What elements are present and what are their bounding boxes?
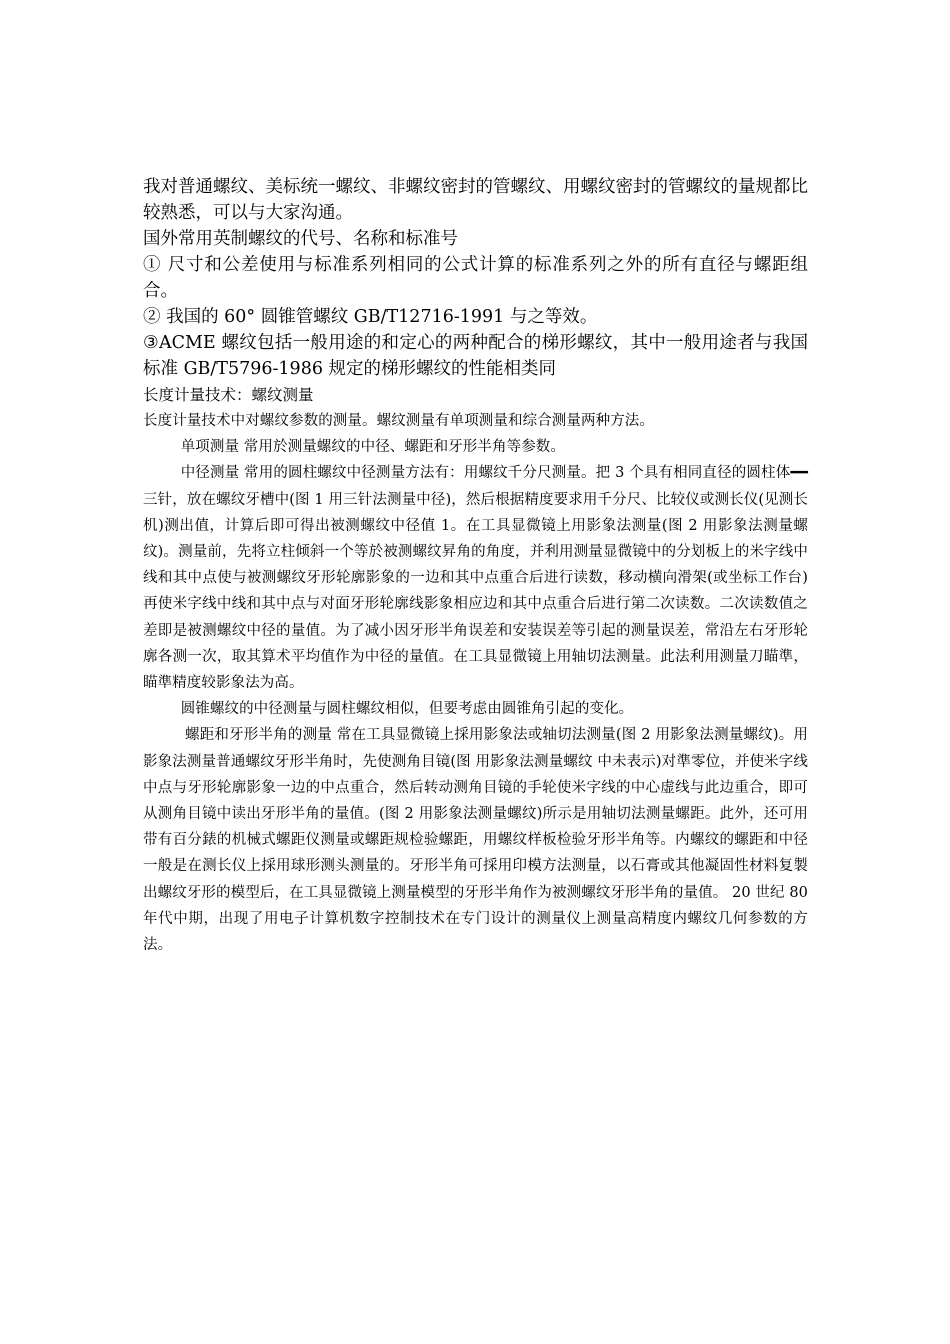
paragraph-note-3: ③ACME 螺纹包括一般用途的和定心的两种配合的梯形螺纹，其中一般用途者与我国标准 GB/T5796-1986 规定的梯形螺纹的性能相类同 bbox=[143, 333, 808, 379]
document-body bbox=[143, 174, 808, 958]
paragraph-note-1: ① 尺寸和公差使用与标准系列相同的公式计算的标准系列之外的所有直径与螺距组合。 bbox=[143, 255, 808, 301]
section-heading-thread-measurement: 长度计量技术：螺纹测量 bbox=[143, 386, 314, 404]
paragraph-heading-imperial-threads: 国外常用英制螺纹的代号、名称和标准号 bbox=[143, 229, 458, 249]
paragraph-single-measurement: 单项测量 常用於测量螺纹的中径、螺距和牙形半角等参数。 bbox=[180, 439, 565, 456]
paragraph-measurement-overview: 长度计量技术中对螺纹参数的测量。螺纹测量有单项测量和综合测量两种方法。 bbox=[143, 413, 654, 429]
paragraph-conical-thread: 圆锥螺纹的中径测量与圆柱螺纹相似，但要考虑由圆锥角引起的变化。 bbox=[180, 701, 634, 718]
paragraph-pitch-and-angle: 螺距和牙形半角的测量 常在工具显微镜上採用影象法或轴切法测量(图 2 用影象法测量螺纹)。用影象法测量普通螺纹牙形半角时，先使测角目镜(图 用影象法测量螺纹 中未表示)对準零位，并使米字线中点与牙形轮廓影象一边的中点重合，然后转动测角目镜的手轮使米字线的中心虚线与此边重合，即可从测角目镜中读出牙形半角的量值。(图 2 用影象法测量螺纹)所示是用轴切法测量螺距。此外，还可用带有百分錶的机械式螺距仪测量或螺距规检验螺距，用螺纹样板检验牙形半角等。内螺纹的螺距和中径一般是在测长仪上採用球形测头测量的。牙形半角可採用印模方法测量，以石膏或其他凝固性材料复製出螺纹牙形的模型后，在工具显微镜上测量模型的牙形半角作为被测螺纹牙形半角的量值。 20 世纪 80 年代中期，出现了用电子计算机数字控制技术在专门设计的测量仪上测量高精度内螺纹几何参数的方法。 bbox=[143, 727, 808, 954]
paragraph-pitch-diameter: 中径测量 常用的圆柱螺纹中径测量方法有：用螺纹千分尺测量。把 3 个具有相同直径的圆柱体━━三针，放在螺纹牙槽中(图 1 用三针法测量中径)，然后根据精度要求用千分尺、比较仪或测长仪(见测长机)测出值，计算后即可得出被测螺纹中径值 1。在工具显微镜上用影象法测量(图 2 用影象法测量螺纹)。测量前，先将立柱倾斜一个等於被测螺纹昇角的角度，并利用测量显微镜中的分划板上的米字线中线和其中点使与被测螺纹牙形轮廓影象的一边和其中点重合后进行读数，移动横向滑架(或坐标工作台)再使米字线中线和其中点与对面牙形轮廓线影象相应边和其中点重合后进行第二次读数。二次读数值之差即是被测螺纹中径的量值。为了减小因牙形半角误差和安装误差等引起的测量误差，常沿左右牙形轮廓各测一次，取其算术平均值作为中径的量值。在工具显微镜上用轴切法测量。此法利用测量刀瞄準，瞄準精度较影象法为高。 bbox=[143, 465, 808, 692]
paragraph-note-2: ② 我国的 60° 圆锥管螺纹 GB/T12716-1991 与之等效。 bbox=[143, 307, 598, 327]
paragraph-intro: 我对普通螺纹、美标统一螺纹、非螺纹密封的管螺纹、用螺纹密封的管螺纹的量规都比较熟悉，可以与大家沟通。 bbox=[143, 177, 808, 223]
